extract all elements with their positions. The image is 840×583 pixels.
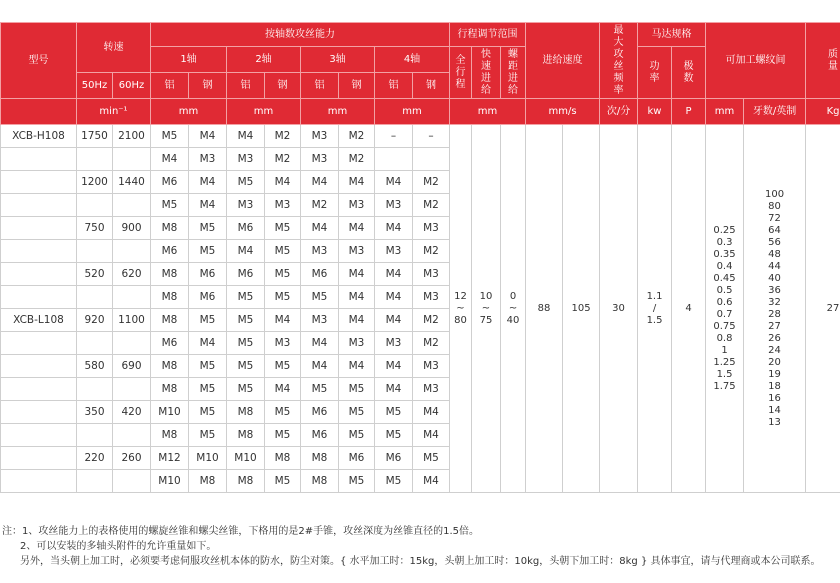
- motor-power-value: 1.1 / 1.5: [638, 125, 672, 493]
- capacity-cell: M3: [375, 240, 413, 263]
- model-cell: [1, 171, 77, 194]
- capacity-cell: M6: [301, 263, 339, 286]
- speed-60hz-cell: 260: [113, 447, 151, 470]
- capacity-cell: M3: [301, 240, 339, 263]
- capacity-cell: M4: [189, 171, 227, 194]
- capacity-cell: M5: [227, 378, 265, 401]
- model-cell: [1, 378, 77, 401]
- header-stroke-full: 全 行 程: [450, 47, 472, 99]
- capacity-cell: M2: [339, 148, 375, 171]
- model-cell: [1, 401, 77, 424]
- unit-axis-4: mm: [375, 99, 450, 125]
- capacity-cell: M5: [375, 401, 413, 424]
- note-line-3: 另外，当头朝上加工时，必须要考虑伺服攻丝机本体的防水，防尘对策。{ 水平加工时：15kg，头朝上加工时：10kg，头朝下加工时：8kg } 具体事宜，请与代理商或本公司联系。: [20, 556, 821, 567]
- speed-60hz-cell: [113, 194, 151, 217]
- table-row: [1, 125, 840, 148]
- capacity-cell: M3: [339, 240, 375, 263]
- speed-60hz-cell: [113, 240, 151, 263]
- unit-power: kw: [638, 99, 672, 125]
- capacity-cell: M2: [413, 194, 450, 217]
- capacity-cell: M5: [265, 286, 301, 309]
- header-axis-2-al: 铝: [227, 73, 265, 99]
- capacity-cell: M4: [413, 470, 450, 493]
- model-cell: [1, 355, 77, 378]
- capacity-cell: M3: [227, 148, 265, 171]
- capacity-cell: M5: [265, 240, 301, 263]
- note-line-2: 2、可以安装的多轴头附件的允许重量如下。: [20, 541, 217, 552]
- capacity-cell: M4: [189, 194, 227, 217]
- capacity-cell: M8: [151, 378, 189, 401]
- capacity-cell: M3: [413, 355, 450, 378]
- speed-50hz-cell: [77, 194, 113, 217]
- capacity-cell: M4: [301, 332, 339, 355]
- capacity-cell: M5: [189, 355, 227, 378]
- capacity-cell: M5: [227, 171, 265, 194]
- capacity-cell: M5: [301, 378, 339, 401]
- unit-stroke: mm: [450, 99, 526, 125]
- header-axis-4-steel: 钢: [413, 73, 450, 99]
- capacity-cell: M3: [265, 194, 301, 217]
- capacity-cell: M5: [227, 309, 265, 332]
- capacity-cell: M5: [265, 355, 301, 378]
- unit-thread-tpi: 牙数/英制: [744, 99, 806, 125]
- capacity-cell: M4: [339, 309, 375, 332]
- capacity-cell: M8: [265, 447, 301, 470]
- speed-50hz-cell: 920: [77, 309, 113, 332]
- capacity-cell: M3: [265, 332, 301, 355]
- model-cell: [1, 447, 77, 470]
- header-feed: 进给速度: [526, 23, 600, 99]
- capacity-cell: M3: [301, 148, 339, 171]
- capacity-cell: M4: [189, 125, 227, 148]
- capacity-cell: M4: [301, 171, 339, 194]
- capacity-cell: M4: [265, 171, 301, 194]
- capacity-cell: M5: [151, 194, 189, 217]
- capacity-cell: M4: [413, 424, 450, 447]
- speed-50hz-cell: [77, 332, 113, 355]
- capacity-cell: M4: [339, 263, 375, 286]
- capacity-cell: M5: [413, 447, 450, 470]
- motor-poles-value: 4: [672, 125, 706, 493]
- capacity-cell: M6: [151, 240, 189, 263]
- header-model: 型号: [1, 23, 77, 99]
- unit-speed: min⁻¹: [77, 99, 151, 125]
- speed-60hz-cell: [113, 424, 151, 447]
- speed-60hz-cell: 620: [113, 263, 151, 286]
- capacity-cell: M5: [227, 332, 265, 355]
- capacity-cell: M5: [339, 470, 375, 493]
- header-capacity: 按轴数攻丝能力: [151, 23, 450, 47]
- capacity-cell: M4: [375, 309, 413, 332]
- speed-60hz-cell: 690: [113, 355, 151, 378]
- header-speed-60hz: 60Hz: [113, 73, 151, 99]
- speed-50hz-cell: 1750: [77, 125, 113, 148]
- capacity-cell: M5: [189, 424, 227, 447]
- capacity-cell: M5: [339, 378, 375, 401]
- table-body: [1, 125, 840, 493]
- model-cell: [1, 332, 77, 355]
- capacity-cell: M5: [301, 286, 339, 309]
- header-axis-4: 4轴: [375, 47, 450, 73]
- capacity-cell: M4: [375, 263, 413, 286]
- capacity-cell: M8: [151, 309, 189, 332]
- capacity-cell: M5: [265, 401, 301, 424]
- capacity-cell: M12: [151, 447, 189, 470]
- header-motor-power: 功 率: [638, 47, 672, 99]
- capacity-cell: M4: [339, 355, 375, 378]
- capacity-cell: M3: [413, 286, 450, 309]
- capacity-cell: M4: [375, 217, 413, 240]
- capacity-cell: [375, 148, 413, 171]
- speed-50hz-cell: 220: [77, 447, 113, 470]
- speed-60hz-cell: [113, 148, 151, 171]
- capacity-cell: M3: [301, 309, 339, 332]
- speed-50hz-cell: 350: [77, 401, 113, 424]
- capacity-cell: M6: [301, 401, 339, 424]
- stroke-fast-value: 10 ~ 75: [472, 125, 501, 493]
- speed-60hz-cell: 420: [113, 401, 151, 424]
- speed-60hz-cell: 1100: [113, 309, 151, 332]
- model-cell: [1, 470, 77, 493]
- capacity-cell: M5: [227, 355, 265, 378]
- capacity-cell: –: [413, 125, 450, 148]
- speed-50hz-cell: [77, 240, 113, 263]
- header-axis-3-al: 铝: [301, 73, 339, 99]
- note-line-1: 注：1、攻丝能力上的表格使用的螺旋丝锥和螺尖丝锥，下格用的是2#手锥，攻丝深度为丝锥直径的1.5倍。: [2, 526, 480, 537]
- header-axis-3-steel: 钢: [339, 73, 375, 99]
- model-cell: [1, 240, 77, 263]
- capacity-cell: M5: [339, 424, 375, 447]
- capacity-cell: M4: [339, 286, 375, 309]
- speed-60hz-cell: [113, 286, 151, 309]
- unit-axis-2: mm: [227, 99, 301, 125]
- capacity-cell: M2: [265, 148, 301, 171]
- header-mass: 质 量: [806, 23, 840, 99]
- capacity-cell: M3: [339, 332, 375, 355]
- stroke-full-value: 12 ~ 80: [450, 125, 472, 493]
- capacity-cell: M4: [375, 378, 413, 401]
- capacity-cell: M8: [301, 470, 339, 493]
- feed-50hz-value: 88: [526, 125, 563, 493]
- speed-50hz-cell: [77, 424, 113, 447]
- model-cell: [1, 148, 77, 171]
- unit-freq: 次/分: [600, 99, 638, 125]
- unit-feed: mm/s: [526, 99, 600, 125]
- capacity-cell: M5: [265, 217, 301, 240]
- capacity-cell: M4: [375, 171, 413, 194]
- speed-50hz-cell: 520: [77, 263, 113, 286]
- speed-50hz-cell: [77, 470, 113, 493]
- capacity-cell: M4: [189, 332, 227, 355]
- header-axis-3: 3轴: [301, 47, 375, 73]
- capacity-cell: M2: [413, 309, 450, 332]
- capacity-cell: M3: [413, 263, 450, 286]
- capacity-cell: M6: [375, 447, 413, 470]
- capacity-cell: M2: [265, 125, 301, 148]
- capacity-cell: M8: [151, 263, 189, 286]
- header-max-freq: 最 大 攻 丝 频 率: [600, 23, 638, 99]
- capacity-cell: M10: [151, 401, 189, 424]
- unit-thread-mm: mm: [706, 99, 744, 125]
- capacity-cell: M6: [227, 263, 265, 286]
- feed-60hz-value: 105: [563, 125, 600, 493]
- capacity-cell: M8: [227, 470, 265, 493]
- unit-mass: Kg: [806, 99, 840, 125]
- capacity-cell: M4: [339, 171, 375, 194]
- speed-60hz-cell: 900: [113, 217, 151, 240]
- model-cell: [1, 263, 77, 286]
- header-axis-4-al: 铝: [375, 73, 413, 99]
- speed-50hz-cell: [77, 148, 113, 171]
- capacity-cell: M3: [189, 148, 227, 171]
- capacity-cell: M2: [413, 171, 450, 194]
- capacity-cell: M5: [265, 470, 301, 493]
- table-header: [1, 23, 840, 125]
- header-speed-50hz: 50Hz: [77, 73, 113, 99]
- speed-60hz-cell: [113, 332, 151, 355]
- mass-value: 27: [806, 125, 840, 493]
- speed-60hz-cell: [113, 470, 151, 493]
- capacity-cell: M5: [189, 217, 227, 240]
- capacity-cell: M8: [151, 424, 189, 447]
- capacity-cell: M6: [227, 217, 265, 240]
- spec-table: [0, 22, 840, 493]
- capacity-cell: M5: [265, 263, 301, 286]
- model-cell: [1, 194, 77, 217]
- speed-50hz-cell: [77, 286, 113, 309]
- capacity-cell: M6: [301, 424, 339, 447]
- capacity-cell: M8: [151, 286, 189, 309]
- capacity-cell: M3: [413, 378, 450, 401]
- speed-60hz-cell: 2100: [113, 125, 151, 148]
- capacity-cell: M5: [265, 424, 301, 447]
- model-cell: [1, 286, 77, 309]
- capacity-cell: M4: [301, 355, 339, 378]
- capacity-cell: M10: [189, 447, 227, 470]
- capacity-cell: M4: [339, 217, 375, 240]
- capacity-cell: M8: [151, 355, 189, 378]
- thread-mm-list: 0.25 0.3 0.35 0.4 0.45 0.5 0.6 0.7 0.75 0.8 1 1.25 1.5 1.75: [706, 125, 744, 493]
- capacity-cell: M4: [265, 309, 301, 332]
- capacity-cell: M4: [413, 401, 450, 424]
- capacity-cell: M3: [301, 125, 339, 148]
- capacity-cell: M5: [189, 240, 227, 263]
- capacity-cell: M10: [151, 470, 189, 493]
- capacity-cell: M2: [413, 240, 450, 263]
- capacity-cell: M6: [339, 447, 375, 470]
- capacity-cell: M4: [375, 355, 413, 378]
- unit-axis-3: mm: [301, 99, 375, 125]
- capacity-cell: M5: [189, 309, 227, 332]
- capacity-cell: M3: [227, 194, 265, 217]
- capacity-cell: [413, 148, 450, 171]
- model-cell: XCB-L108: [1, 309, 77, 332]
- capacity-cell: M8: [227, 424, 265, 447]
- header-stroke: 行程调节范围: [450, 23, 526, 47]
- capacity-cell: M6: [189, 263, 227, 286]
- capacity-cell: M4: [227, 240, 265, 263]
- speed-60hz-cell: [113, 378, 151, 401]
- header-motor: 马达规格: [638, 23, 706, 47]
- capacity-cell: M10: [227, 447, 265, 470]
- capacity-cell: M4: [375, 286, 413, 309]
- capacity-cell: M6: [189, 286, 227, 309]
- capacity-cell: M2: [339, 125, 375, 148]
- model-cell: XCB-H108: [1, 125, 77, 148]
- capacity-cell: M5: [339, 401, 375, 424]
- capacity-cell: M8: [227, 401, 265, 424]
- header-thread: 可加工螺纹间: [706, 23, 806, 99]
- capacity-cell: M2: [413, 332, 450, 355]
- header-axis-1-al: 铝: [151, 73, 189, 99]
- max-freq-value: 30: [600, 125, 638, 493]
- thread-tpi-list: 100 80 72 64 56 48 44 40 36 32 28 27 26 24 20 19 18 16 14 13: [744, 125, 806, 493]
- capacity-cell: M2: [301, 194, 339, 217]
- capacity-cell: –: [375, 125, 413, 148]
- header-axis-2: 2轴: [227, 47, 301, 73]
- stroke-pitch-value: 0 ~ 40: [501, 125, 526, 493]
- model-cell: [1, 424, 77, 447]
- capacity-cell: M3: [375, 332, 413, 355]
- header-stroke-pitch: 螺 距 进 给: [501, 47, 526, 99]
- unit-axis-1: mm: [151, 99, 227, 125]
- header-axis-2-steel: 钢: [265, 73, 301, 99]
- capacity-cell: M5: [151, 125, 189, 148]
- capacity-cell: M6: [151, 332, 189, 355]
- model-cell: [1, 217, 77, 240]
- capacity-cell: M3: [339, 194, 375, 217]
- speed-50hz-cell: 1200: [77, 171, 113, 194]
- capacity-cell: M4: [227, 125, 265, 148]
- capacity-cell: M4: [301, 217, 339, 240]
- header-motor-poles: 极 数: [672, 47, 706, 99]
- capacity-cell: M4: [265, 378, 301, 401]
- capacity-cell: M5: [375, 424, 413, 447]
- unit-poles: P: [672, 99, 706, 125]
- speed-50hz-cell: 750: [77, 217, 113, 240]
- capacity-cell: M5: [227, 286, 265, 309]
- capacity-cell: M4: [151, 148, 189, 171]
- speed-50hz-cell: 580: [77, 355, 113, 378]
- capacity-cell: M5: [189, 378, 227, 401]
- header-speed: 转速: [77, 23, 151, 73]
- capacity-cell: M3: [413, 217, 450, 240]
- capacity-cell: M6: [151, 171, 189, 194]
- speed-50hz-cell: [77, 378, 113, 401]
- speed-60hz-cell: 1440: [113, 171, 151, 194]
- capacity-cell: M8: [189, 470, 227, 493]
- capacity-cell: M8: [301, 447, 339, 470]
- header-axis-1: 1轴: [151, 47, 227, 73]
- header-axis-1-steel: 钢: [189, 73, 227, 99]
- capacity-cell: M5: [189, 401, 227, 424]
- unit-model: [1, 99, 77, 125]
- header-stroke-fast: 快 速 进 给: [472, 47, 501, 99]
- capacity-cell: M8: [151, 217, 189, 240]
- capacity-cell: M3: [375, 194, 413, 217]
- capacity-cell: M5: [375, 470, 413, 493]
